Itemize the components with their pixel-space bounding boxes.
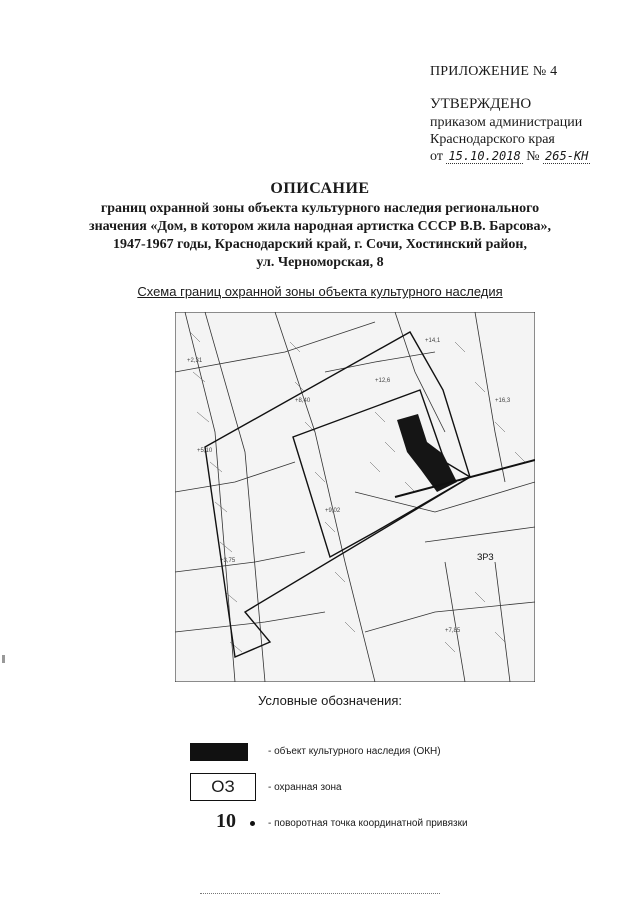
legend-text-point: - поворотная точка координатной привязки (268, 818, 468, 829)
cadastral-map (175, 312, 535, 682)
title-heading: ОПИСАНИЕ (270, 180, 370, 197)
date-prefix: от (430, 149, 443, 164)
svg-text:+3,75: +3,75 (220, 558, 236, 564)
okn-symbol (190, 743, 248, 761)
scheme-caption: Схема границ охранной зоны объекта культурного наследия (137, 284, 503, 299)
order-line: приказом администрации (430, 115, 583, 130)
approval-stamp (430, 96, 590, 165)
point-dot-icon (250, 821, 255, 826)
svg-text:+7,85: +7,85 (445, 628, 461, 634)
title-line-1: границ охранной зоны объекта культурного наследия регионального (100, 201, 540, 216)
legend-title: Условные обозначения: (257, 693, 403, 708)
approved-label: УТВЕРЖДЕНО (430, 96, 532, 112)
map-background (175, 312, 535, 682)
scan-artifact-line (200, 893, 440, 896)
number-prefix: № (526, 149, 540, 164)
svg-text:+16,3: +16,3 (495, 398, 511, 404)
document-title (60, 180, 580, 272)
svg-text:+14,1: +14,1 (425, 338, 441, 344)
appendix-number: ПРИЛОЖЕНИЕ № 4 (430, 64, 558, 79)
svg-text:+12,6: +12,6 (375, 378, 391, 384)
legend-text-zone: - охранная зона (268, 782, 342, 793)
scan-edge-mark (2, 655, 5, 663)
title-line-2: значения «Дом, в котором жила народная артистка СССР В.В. Барсова», (88, 219, 552, 234)
order-number: 265-КН (545, 149, 589, 163)
svg-text:+8,40: +8,40 (295, 398, 311, 404)
title-line-4: ул. Черноморская, 8 (256, 255, 384, 270)
order-date-line (430, 148, 590, 165)
title-line-3: 1947-1967 годы, Краснодарский край, г. Сочи, Хостинский район, (112, 237, 528, 252)
svg-text:+2,31: +2,31 (187, 358, 203, 364)
point-symbol-number: 10 (216, 810, 236, 832)
svg-text:+9,02: +9,02 (325, 508, 341, 514)
region-line: Краснодарского края (430, 132, 555, 147)
zone-label: ЗРЗ (477, 552, 494, 562)
zone-symbol: ОЗ (190, 773, 256, 801)
order-date: 15.10.2018 (448, 149, 521, 163)
legend-text-okn: - объект культурного наследия (ОКН) (268, 746, 441, 757)
svg-text:+5,10: +5,10 (197, 448, 213, 454)
